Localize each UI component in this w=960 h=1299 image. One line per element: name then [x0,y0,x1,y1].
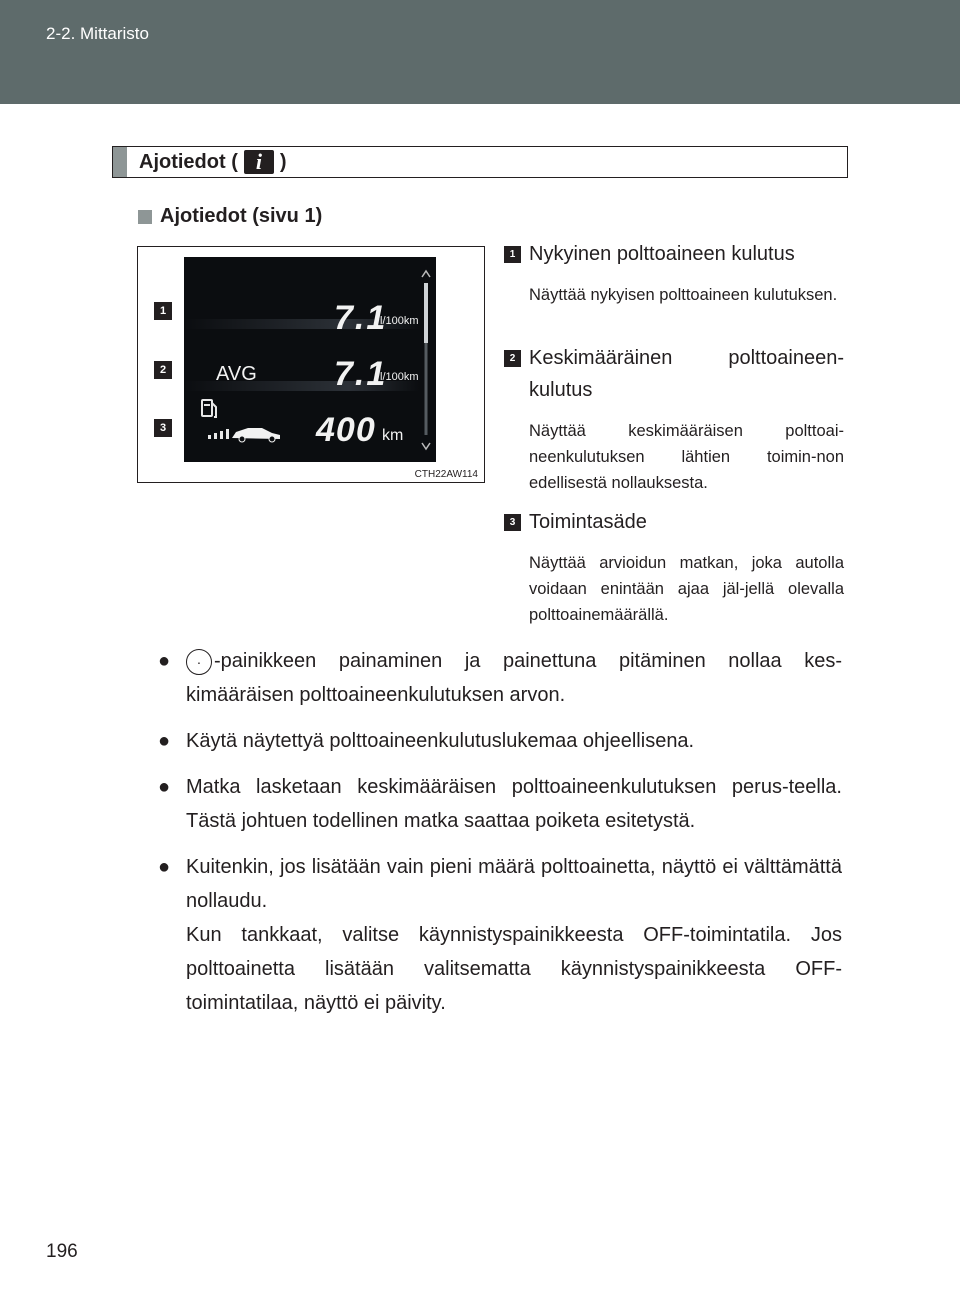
item-3 [504,506,844,628]
multi-info-display [184,257,436,462]
section-title-box [112,146,848,178]
figure-code: CTH22AW114 [414,469,478,480]
note-4 [158,850,842,1020]
callout-1: 1 [154,302,172,320]
section-title-close: ) [279,150,287,173]
subheading-text: Ajotiedot (sivu 1) [160,205,323,227]
note-4-text-2: Kun tankkaat, valitse käynnistyspainikkeesta OFF-toimintatila. Jos polttoainetta lisätään valitsematta käynnistyspainikkeesta OFF-toimintatilaa, näyttö ei päivity. [186,924,842,1014]
current-consumption-unit: l/100km [380,315,419,327]
item-1-title: Nykyinen polttoaineen kulutus [529,243,795,265]
ok-button-icon: · [186,649,212,675]
item-1-badge: 1 [504,246,521,263]
notes-list [158,644,842,1032]
average-consumption-value: 7.1 [334,355,388,393]
range-value: 400 [316,411,376,449]
range-unit: km [382,427,404,444]
page-number: 196 [46,1241,78,1262]
square-bullet-icon [138,210,152,224]
info-icon: i [244,150,274,174]
note-1-text: -painikkeen painaminen ja painettuna pitäminen nollaa kes-kimääräisen polttoaineenkulutuksen arvon. [186,650,842,706]
note-4-text: Kuitenkin, jos lisätään vain pieni määrä polttoainetta, näyttö ei välttämättä nollaudu. [186,856,842,912]
avg-label: AVG [216,363,257,385]
note-3-text: Matka lasketaan keskimääräisen polttoaineenkulutuksen perus-teella. Tästä johtuen todellinen matka saattaa poiketa esitetystä. [186,776,842,832]
section-title [139,150,287,174]
item-1-desc: Näyttää nykyisen polttoaineen kulutuksen. [529,286,838,304]
fuel-pump-icon [202,400,216,417]
breadcrumb: 2-2. Mittaristo [46,24,149,43]
section-title-bar [113,147,127,177]
current-consumption-value: 7.1 [334,299,388,337]
note-1 [158,644,842,712]
bullet-dot-icon: ● [158,856,171,878]
note-2 [158,724,842,758]
note-2-text: Käytä näytettyä polttoaineenkulutuslukemaa ohjeellisena. [186,730,695,752]
bullet-dot-icon: ● [158,730,171,752]
scroll-bar [422,271,430,449]
bullet-dot-icon: ● [158,650,171,672]
item-1 [504,238,844,308]
page-header [0,0,960,104]
item-2-badge: 2 [504,350,521,367]
display-figure [137,246,485,483]
callout-3: 3 [154,419,172,437]
subheading [138,205,322,228]
bullet-dot-icon: ● [158,776,171,798]
callout-2: 2 [154,361,172,379]
item-2-title: Keskimääräinen polttoaineen-kulutus [529,347,844,401]
item-2-desc: Näyttää keskimääräisen polttoai-neenkulutuksen lähtien toimin-non edellisestä nollauksesta. [529,422,844,492]
item-3-desc: Näyttää arvioidun matkan, joka autolla voidaan enintään ajaa jäl-jellä olevalla polttoainemäärällä. [529,554,844,624]
item-3-badge: 3 [504,514,521,531]
note-3 [158,770,842,838]
item-3-title: Toimintasäde [529,511,647,533]
item-2 [504,342,844,496]
car-icon [208,428,280,442]
average-consumption-unit: l/100km [380,371,419,383]
section-title-text: Ajotiedot ( [139,150,238,173]
